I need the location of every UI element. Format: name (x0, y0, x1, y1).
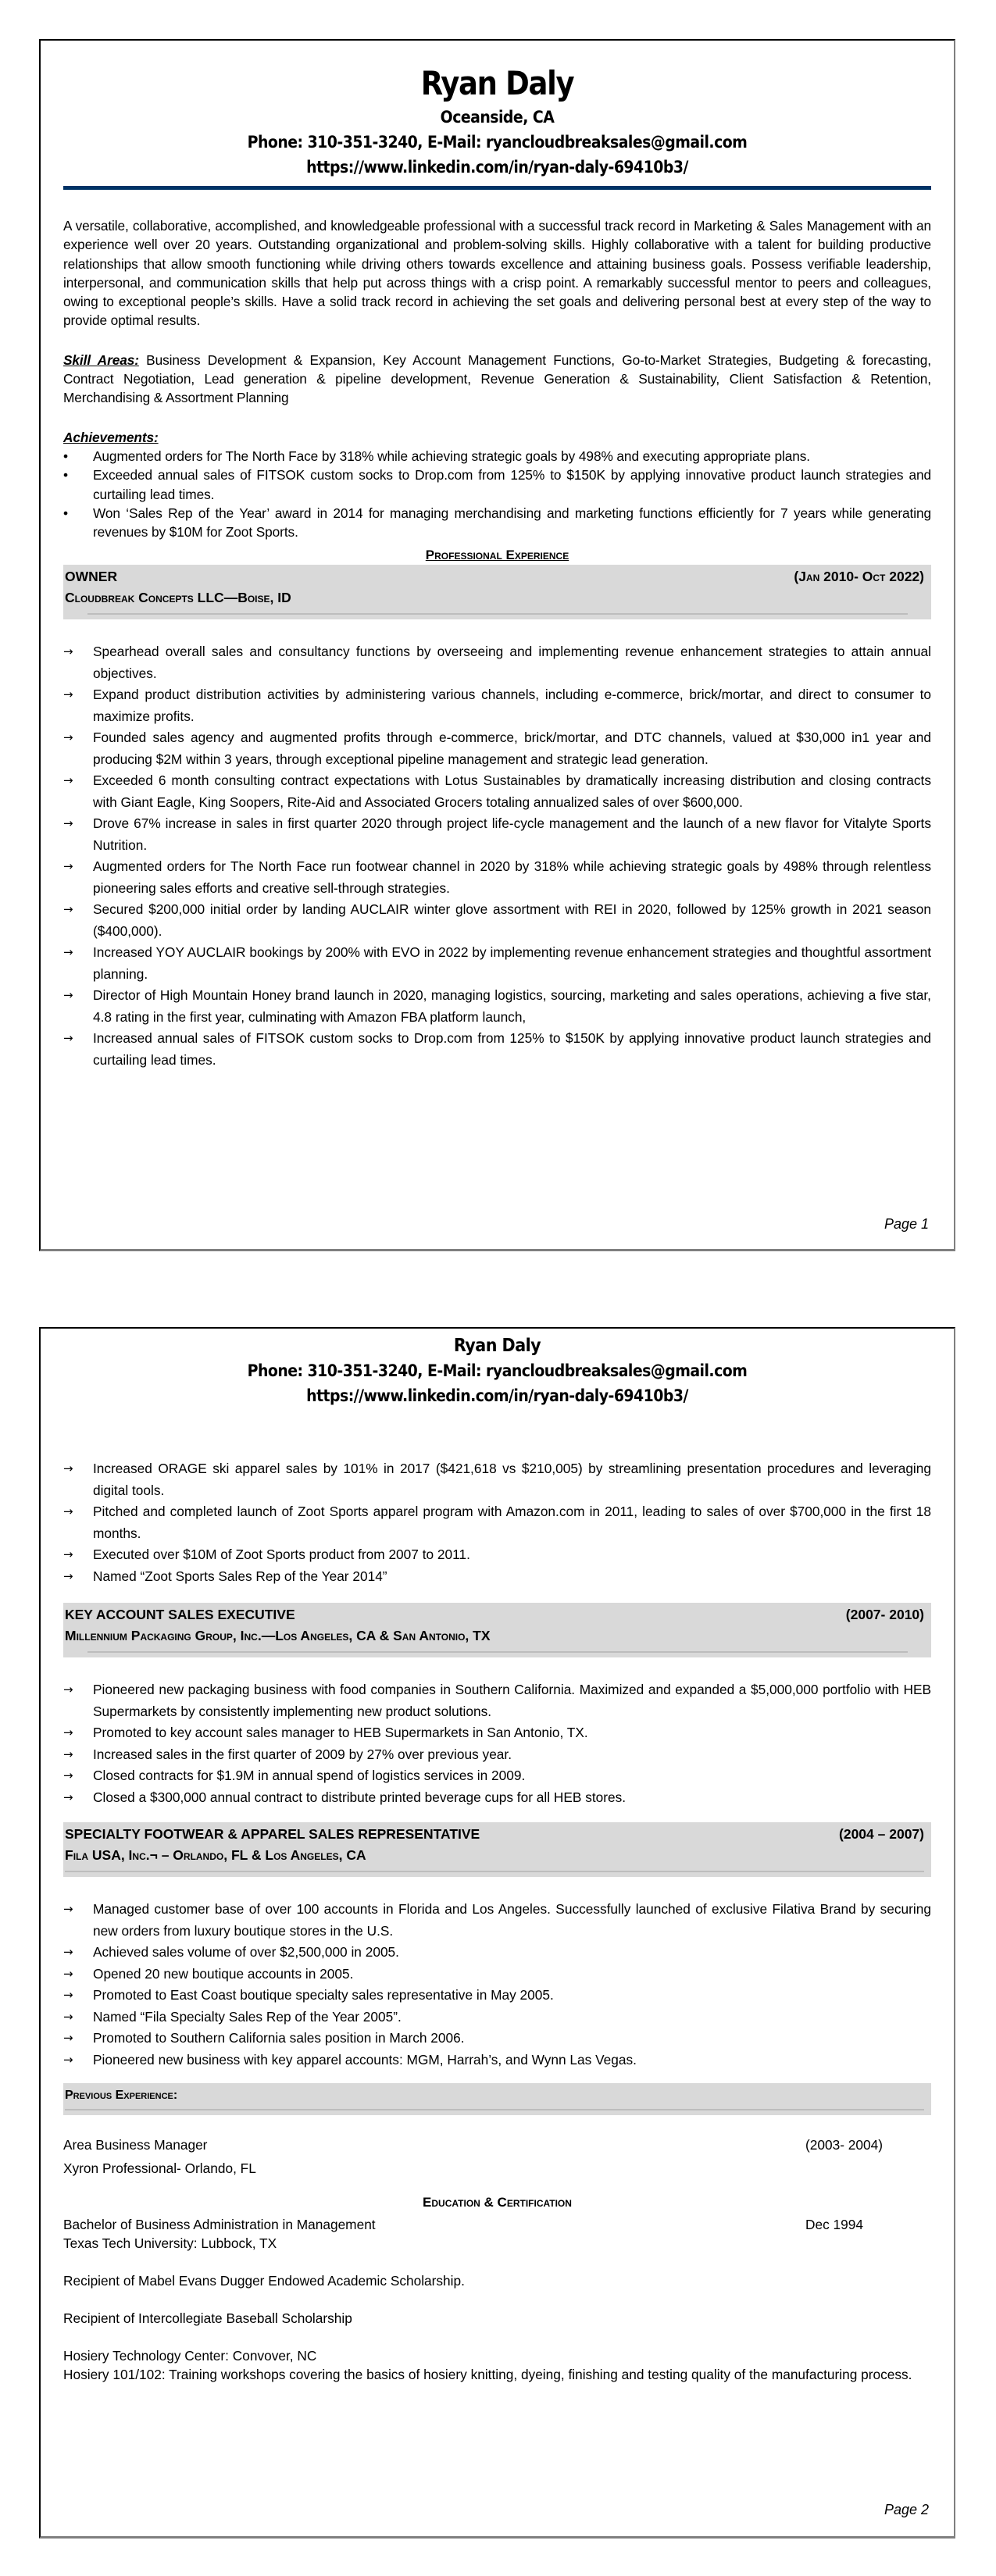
certification-center: Hosiery Technology Center: Convover, NC (63, 2348, 317, 2364)
section-divider (65, 2109, 924, 2110)
job-bullet: → Promoted to East Coast boutique specialty sales representative in May 2005. (63, 1985, 931, 2007)
section-title-professional-experience: Professional Experience (425, 548, 569, 563)
job-bullet: → Promoted to key account sales manager to HEB Supermarkets in San Antonio, TX. (63, 1722, 931, 1744)
job-bullet: → Closed a $300,000 annual contract to distribute printed beverage cups for all HEB stores. (63, 1787, 931, 1809)
achievements-heading: Achievements: (63, 429, 159, 445)
job-bullet: → Founded sales agency and augmented profits through e-commerce, brick/mortar, and DTC channels, valued at $30,000 in1 year and producing $2M within 3 years, through exceptional pipeline management and strategic lead generation. (63, 727, 931, 770)
school: Texas Tech University: Lubbock, TX (63, 2235, 277, 2251)
skill-areas-text: Business Development & Expansion, Key Account Management Functions, Go-to-Market Strategies, Budgeting & forecasting, Contract Negotiation, Lead generation & pipeline development, Revenue Generation & Sustainability, Client Satisfaction & Retention, Merchandising & Assortment Planning (63, 351, 932, 406)
job-bullet: → Closed contracts for $1.9M in annual spend of logistics services in 2009. (63, 1765, 931, 1787)
job-bullet: → Drove 67% increase in sales in first quarter 2020 through project life-cycle management and the launch of a new flavor for Vitalyte Sports Nutrition. (63, 813, 931, 856)
skill-areas-label: Skill Areas: (63, 351, 139, 368)
job-bullet: → Named “Fila Specialty Sales Rep of the Year 2005”. (63, 2007, 931, 2028)
achievement-item: • Exceeded annual sales of FITSOK custom socks to Drop.com from 125% to $150K by applying innovative product launch strategies and curtailing lead times. (63, 466, 931, 504)
job-company: Fila USA, Inc.¬ – Orlando, FL & Los Angeles, CA (65, 1847, 366, 1863)
job-bullet: → Managed customer base of over 100 accounts in Florida and Los Angeles. Successfully launched of exclusive Filativa Brand by securing new orders from luxury boutique stores in the U.S. (63, 1899, 931, 1942)
linkedin-url: https://www.linkedin.com/in/ryan-daly-69410b3/ (306, 158, 688, 177)
job-bullet: → Pioneered new business with key apparel accounts: MGM, Harrah’s, and Wynn Las Vegas. (63, 2050, 931, 2071)
resume-page-2 (39, 1327, 955, 2539)
job-bullet: → Achieved sales volume of over $2,500,000 in 2005. (63, 1942, 931, 1964)
previous-dates: (2003- 2004) (805, 2137, 883, 2153)
award-baseball: Recipient of Intercollegiate Baseball Scholarship (63, 2310, 352, 2326)
job-bullet: → Increased ORAGE ski apparel sales by 101% in 2017 ($421,618 vs $210,005) by streamlining presentation procedures and leveraging digital tools. (63, 1458, 931, 1501)
job-bullet: → Increased sales in the first quarter of 2009 by 27% over previous year. (63, 1744, 931, 1766)
page-number: Page 1 (884, 1216, 929, 1232)
resume-header-repeat (63, 1333, 931, 1408)
header-divider (63, 186, 931, 190)
location: Oceanside, CA (440, 108, 555, 127)
job-header-key-account (63, 1603, 931, 1657)
linkedin-url: https://www.linkedin.com/in/ryan-daly-69410b3/ (306, 1386, 688, 1405)
job-bullets-specialty-footwear (63, 1899, 931, 2071)
job-bullet: → Expand product distribution activities by administering various channels, including e-commerce, brick/mortar, and direct to consumer to maximize profits. (63, 684, 931, 727)
page-number: Page 2 (884, 2502, 929, 2517)
skill-areas (63, 351, 931, 408)
candidate-name: Ryan Daly (420, 64, 574, 102)
job-bullet: → Exceeded 6 month consulting contract expectations with Lotus Sustainables by dramatically increasing distribution and closing contracts with Giant Eagle, King Soopers, Rite-Aid and Associated Grocers totaling annualized sales of over $600,000. (63, 770, 931, 813)
job-bullet: → Named “Zoot Sports Sales Rep of the Year 2014” (63, 1566, 931, 1588)
degree: Bachelor of Business Administration in Management (63, 2217, 376, 2232)
job-bullet: → Promoted to Southern California sales position in March 2006. (63, 2028, 931, 2050)
job-bullets-key-account (63, 1679, 931, 1808)
job-title: KEY ACCOUNT SALES EXECUTIVE (65, 1607, 295, 1622)
previous-role-row (63, 2135, 931, 2178)
achievements-list (63, 447, 931, 541)
job-divider (87, 1651, 908, 1653)
job-header-specialty-footwear (63, 1822, 931, 1877)
job-bullet: → Spearhead overall sales and consultancy functions by overseeing and implementing revenue enhancement strategies to attain annual objectives. (63, 641, 931, 684)
professional-summary: A versatile, collaborative, accomplished, and knowledgeable professional with a successful track record in Marketing & Sales Management with an experience well over 20 years. Outstanding organizational and problem-solving skills. Highly collaborative with a talent for building productive relationships that allow smooth functioning while driving others towards excellence and attaining business goals. Possess verifiable leadership, interpersonal, and communication skills that help put across things with a crisp point. A remarkably successful mentor to peers and colleagues, owing to exceptional people’s skills. Have a solid track record in achieving the set goals and delivering personal best at every step of the way to provide optimal results. (63, 218, 931, 329)
contact-info: Phone: 310-351-3240, E-Mail: ryancloudbreaksales@gmail.com (247, 133, 748, 152)
previous-experience-title: Previous Experience: (65, 2089, 178, 2102)
job-bullet: → Increased YOY AUCLAIR bookings by 200% with EVO in 2022 by implementing revenue enhancement strategies and thoughtful assortment planning. (63, 942, 931, 985)
job-bullet: → Secured $200,000 initial order by landing AUCLAIR winter glove assortment with REI in 2020, followed by 125% growth in 2021 season ($400,000). (63, 899, 931, 942)
job-title: SPECIALTY FOOTWEAR & APPAREL SALES REPRESENTATIVE (65, 1826, 480, 1842)
job-bullets-owner (63, 641, 931, 1071)
job-bullet: → Pitched and completed launch of Zoot Sports apparel program with Amazon.com in 2011, leading to sales of over $700,000 in the first 18 months. (63, 1501, 931, 1544)
award-academic: Recipient of Mabel Evans Dugger Endowed Academic Scholarship. (63, 2273, 465, 2289)
job-title: OWNER (65, 569, 118, 585)
job-bullet: → Pioneered new packaging business with food companies in Southern California. Maximized and expanded a $5,000,000 portfolio with HEB Supermarkets by consistently implementing new product solutions. (63, 1679, 931, 1722)
degree-date: Dec 1994 (805, 2217, 863, 2232)
previous-company: Xyron Professional- Orlando, FL (63, 2160, 256, 2176)
job-bullet: → Increased annual sales of FITSOK custom socks to Drop.com from 125% to $150K by applying innovative product launch strategies and curtailing lead times. (63, 1028, 931, 1071)
previous-role: Area Business Manager (63, 2137, 208, 2153)
job-bullet: → Opened 20 new boutique accounts in 2005. (63, 1964, 931, 1986)
resume-header (63, 62, 931, 180)
section-title-education: Education & Certification (423, 2195, 572, 2210)
job-bullet: → Director of High Mountain Honey brand launch in 2020, managing logistics, sourcing, marketing and sales operations, achieving a five star, 4.8 rating in the first year, culminating with Amazon FBA platform launch, (63, 985, 931, 1028)
job-header-owner (63, 565, 931, 619)
previous-experience-header (63, 2083, 931, 2115)
job-bullet: → Executed over $10M of Zoot Sports product from 2007 to 2011. (63, 1544, 931, 1566)
achievement-item: • Augmented orders for The North Face by 318% while achieving strategic goals by 498% and executing appropriate plans. (63, 447, 931, 466)
resume-page-1 (39, 39, 955, 1251)
job-bullets-owner-continued (63, 1458, 931, 1587)
job-company: Cloudbreak Concepts LLC—Boise, ID (65, 590, 291, 606)
job-divider (87, 613, 908, 615)
achievement-item: • Won ‘Sales Rep of the Year’ award in 2014 for managing merchandising and marketing functions efficiently for 7 years while generating revenues by $10M for Zoot Sports. (63, 504, 931, 542)
job-company: Millennium Packaging Group, Inc.—Los Angeles, CA & San Antonio, TX (65, 1628, 491, 1643)
job-bullet: → Augmented orders for The North Face run footwear channel in 2020 by 318% while achieving strategic goals by 498% through relentless pioneering sales efforts and creative sell-through strategies. (63, 856, 931, 899)
job-dates: (2007- 2010) (845, 1607, 924, 1622)
degree-row (63, 2215, 931, 2253)
job-dates: (2004 – 2007) (839, 1826, 924, 1842)
job-dates: (Jan 2010- Oct 2022) (794, 569, 924, 585)
job-divider (65, 1871, 924, 1872)
candidate-name: Ryan Daly (453, 1336, 541, 1356)
certification-description: Hosiery 101/102: Training workshops covering the basics of hosiery knitting, dyeing, finishing and testing quality of the manufacturing process. (63, 2367, 912, 2382)
contact-info: Phone: 310-351-3240, E-Mail: ryancloudbreaksales@gmail.com (247, 1361, 748, 1380)
